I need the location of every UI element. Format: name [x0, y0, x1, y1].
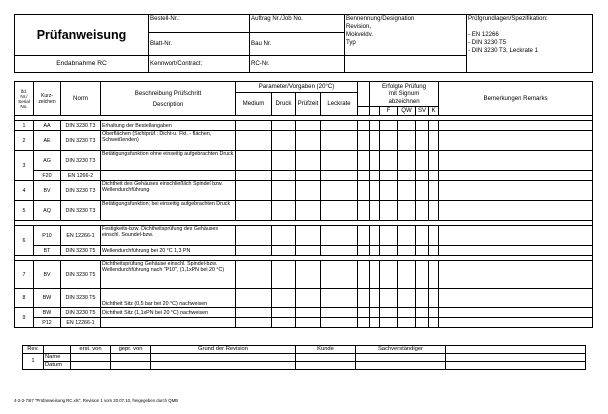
row-desc: Dichtheit des Gehäuses einschließlich Spindel bzw. Wellendurchführung: [101, 181, 236, 201]
spacer-cell: [358, 107, 370, 116]
row-norm: DIN 3230 T5: [61, 246, 101, 256]
beschreibung-line-1: Beschreibung Prüfschritt: [134, 89, 202, 97]
kunde-header: Kunde: [296, 346, 356, 354]
table-row: [15, 308, 593, 318]
grund-header: Grund der Revision: [151, 346, 296, 354]
row-desc: Dichtheitsprüfung Gehäuse einschl. Spindel-bzw. Wellendurchführung nach "P10", (1,1xPN bei 20 °C): [101, 261, 236, 289]
datum-label: Datum: [44, 362, 71, 370]
norm-header: Norm: [61, 82, 101, 116]
row-desc: Betätigungsfunktion ohne einseitig aufgebrachten Druck: [101, 151, 236, 171]
row-norm: DIN 3230 T3: [61, 131, 101, 151]
row-nr: 9: [15, 308, 34, 328]
kurz-line-2: zeichen: [38, 98, 56, 105]
row-kurz: BV: [34, 181, 61, 201]
mokveldv-label: Mokveldv.: [346, 31, 373, 38]
erfolgte-pruefung-header: [370, 82, 439, 107]
auftrag-nr-field: Auftrag Nr./Job No.: [250, 15, 345, 33]
table-row: [15, 318, 593, 328]
kurzzeichen-header: [34, 82, 61, 116]
erfolgte-line-3: abzeichnen: [388, 97, 420, 105]
medium-header: Medium: [236, 93, 272, 116]
empty-cell: [345, 56, 467, 73]
row-kurz: BT: [34, 246, 61, 256]
row-nr: 7: [15, 261, 34, 289]
bau-nr-field: Bau Nr.: [250, 33, 345, 56]
row-kurz: P10: [34, 226, 61, 246]
row-norm: EN 12266-1: [61, 318, 101, 328]
row-kurz: AE: [34, 131, 61, 151]
empty-cell: [446, 346, 586, 354]
table-row: [15, 226, 593, 246]
sachverstaendiger-header: Sachverständiger: [356, 346, 446, 354]
table-row: [15, 246, 593, 256]
row-norm: DIN 3230 T3: [61, 121, 101, 131]
gepr-von-header: gepr. von: [111, 346, 151, 354]
bemerkungen-header: Bemerkungen Remarks: [439, 82, 593, 116]
row-norm: DIN 3230 T5: [61, 289, 101, 308]
row-norm: EN 12266-1: [61, 226, 101, 246]
row-nr: 4: [15, 181, 34, 201]
row-desc: Dichtheit Sitz (1,1xPN bei 20 °C) nachweisen: [101, 308, 236, 318]
test-steps-table: [14, 81, 593, 328]
row-norm: DIN 3230 T5: [61, 308, 101, 318]
lfd-line-3: Serial: [18, 98, 30, 104]
lfd-line-4: No.: [20, 103, 28, 109]
spacer-cell: [358, 82, 370, 107]
row-norm: DIN 3230 T3: [61, 181, 101, 201]
rc-nr-field: RC-Nr.: [250, 56, 345, 73]
row-norm: EN 1266-2: [61, 171, 101, 181]
row-nr: 8: [15, 289, 34, 308]
bestell-nr-field: Bestell-Nr.:: [149, 15, 250, 33]
row-desc: [101, 318, 236, 328]
erfolgte-line-2: mit Signum: [388, 90, 420, 98]
document-subtitle: Endabnahme RC: [15, 56, 149, 73]
row-nr: 5: [15, 201, 34, 221]
table-row: [15, 151, 593, 171]
row-desc: [101, 171, 236, 181]
lfd-line-1: lfd.: [20, 88, 28, 94]
benennung-label: Bennennung/Designation: [346, 15, 415, 22]
row-nr: 3: [15, 151, 34, 181]
revision-label: Revision,: [346, 23, 372, 30]
table-row: [15, 181, 593, 201]
table-row: [15, 171, 593, 181]
erst-von-header: erst. von: [71, 346, 111, 354]
kennwort-field: Kennwort/Contract:: [149, 56, 250, 73]
table-row: [15, 121, 593, 131]
row-kurz: BV: [34, 261, 61, 289]
document-footer: 4-2-3-7/67 "Prüfanweisung RC.xls", Revision 1 vom 20.07.10, freigegeben durch QMB: [14, 398, 179, 403]
row-desc: Festigkeits-bzw. Dichtheitsprüfung des Gehäuses einschl. Soundel-bzw.: [101, 226, 236, 246]
row-kurz: F20: [34, 171, 61, 181]
revision-table: [22, 345, 586, 370]
table-row: [15, 289, 593, 308]
row-desc: Dichtheit Sitz (0,5 bar bei 20 °C) nachweisen: [101, 289, 236, 308]
rev-nr: 1: [23, 354, 44, 370]
row-desc: Betätigungsfunktion; bei einseitig aufgebrachten Druck: [101, 201, 236, 221]
pruefgrundlagen-label: Prüfgrundlagen/Spezifikation:: [468, 15, 548, 22]
row-norm: DIN 3230 T3: [61, 201, 101, 221]
parameter-header: Parameter/Vorgaben (20°C): [236, 82, 358, 93]
rev-header: Rev.: [23, 346, 44, 354]
row-kurz: AQ: [34, 201, 61, 221]
spec-din-3230-t3: - DIN 3230 T3, Leckrate 1: [468, 47, 539, 54]
document-title: Prüfanweisung: [15, 15, 149, 56]
k-header: K: [429, 107, 439, 116]
sv-header: SV: [416, 107, 429, 116]
pruefzeit-header: Prüfzeit: [296, 93, 321, 116]
row-kurz: AG: [34, 151, 61, 171]
spec-en-12266: - EN 12266: [468, 31, 499, 38]
f-header: F: [380, 107, 398, 116]
row-desc: Wellendurchführung bei 20 °C 1,3 PN: [101, 246, 236, 256]
row-nr: 6: [15, 226, 34, 256]
empty-cell: [44, 346, 71, 354]
typ-label: Typ: [346, 39, 356, 46]
beschreibung-header: [101, 82, 236, 116]
erfolgte-line-1: Erfolgte Prüfung: [382, 82, 427, 90]
row-norm: DIN 3230 T3: [61, 151, 101, 171]
row-nr: 1: [15, 121, 34, 131]
row-desc: Erhaltung der Bestellangaben: [101, 121, 236, 131]
header-table: [14, 14, 593, 73]
table-row: [15, 201, 593, 221]
spec-din-3230-t5: - DIN 3230 T5: [468, 39, 507, 46]
kurz-line-1: Kurz-: [41, 92, 53, 99]
qw-header: QW: [398, 107, 416, 116]
row-kurz: BW: [34, 308, 61, 318]
beschreibung-line-2: Description: [152, 100, 184, 108]
name-label: Name: [44, 354, 71, 362]
spacer-cell: [370, 107, 380, 116]
row-norm: DIN 3230 T5: [61, 261, 101, 289]
benennung-field: [345, 15, 467, 56]
pruefgrundlagen-field: [467, 15, 593, 73]
lfd-line-2: Nr./: [20, 93, 28, 99]
lfd-nr-header: [15, 82, 34, 116]
table-row: [15, 131, 593, 151]
row-desc: Oberflächen (Sichtprüf.: Dicht-u. Fkt. - flächen, Schweißenden): [101, 131, 236, 151]
row-kurz: BW: [34, 289, 61, 308]
row-kurz: AA: [34, 121, 61, 131]
row-kurz: P12: [34, 318, 61, 328]
leckrate-header: Leckrate: [321, 93, 358, 116]
table-row: [15, 261, 593, 289]
row-nr: 2: [15, 131, 34, 151]
blatt-nr-field: Blatt-Nr.: [149, 33, 250, 56]
druck-header: Druck: [272, 93, 296, 116]
